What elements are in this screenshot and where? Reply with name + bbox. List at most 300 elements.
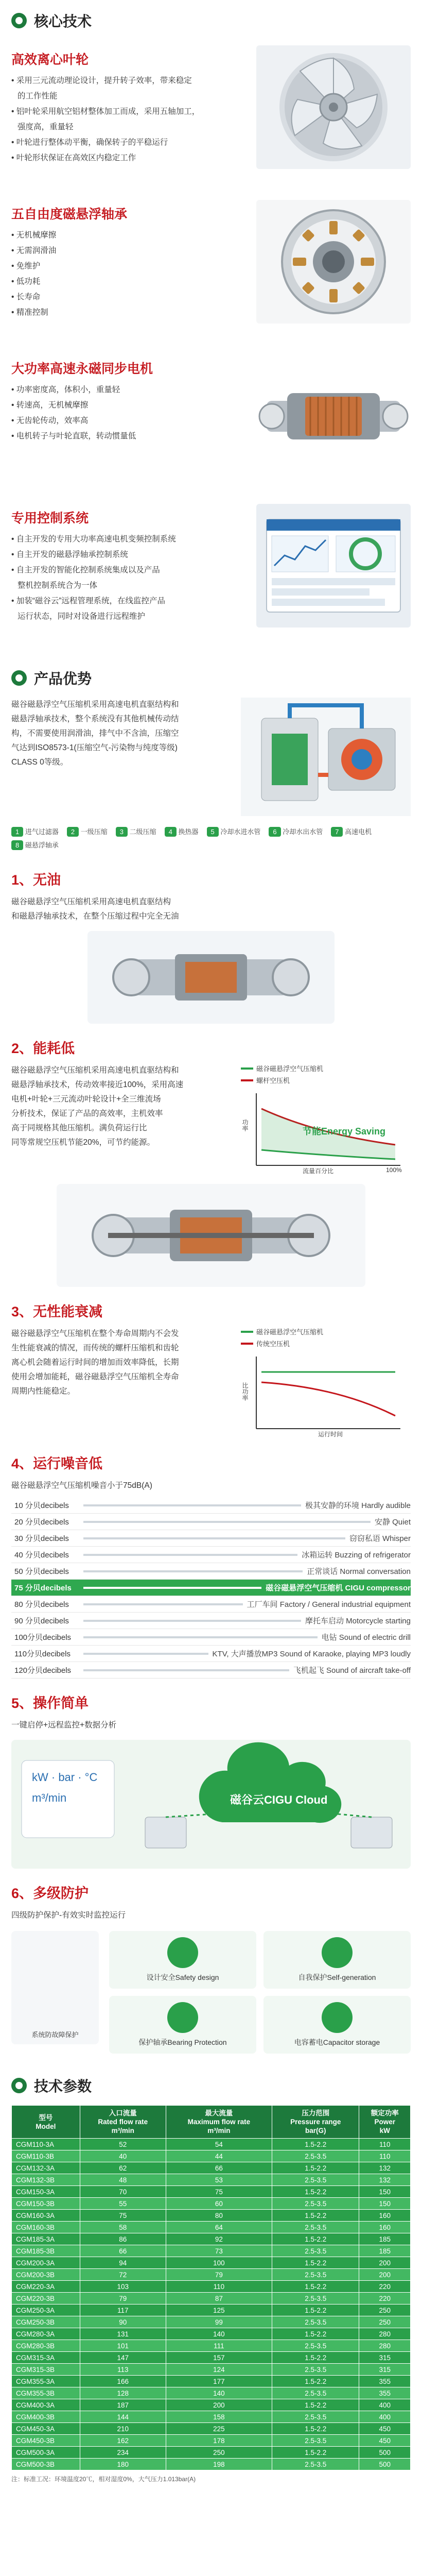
noise-level: 90 分贝decibels	[14, 1617, 69, 1625]
specs-row	[12, 2186, 411, 2198]
protection-label: 设计安全Safety design	[146, 1973, 219, 1981]
specs-cell: 450	[359, 2435, 411, 2447]
specs-cell: 450	[359, 2423, 411, 2435]
specs-cell: 280	[359, 2340, 411, 2352]
specs-cell: 147	[80, 2352, 166, 2364]
specs-cell: 54	[166, 2139, 272, 2150]
specs-row	[12, 2364, 411, 2376]
protection-side	[11, 1931, 99, 2044]
adv-text: 磁谷磁悬浮空气压缩机在整个寿命周期内不会发	[11, 1329, 179, 1338]
noise-description: 磁谷磁悬浮空气压缩机 CIGU compressor	[266, 1584, 411, 1592]
decay-chart	[241, 1327, 411, 1439]
specs-cell: 125	[166, 2304, 272, 2316]
specs-cell: CGM355-3A	[12, 2376, 80, 2387]
legend-item: 5 冷却水进水管	[207, 826, 261, 837]
adv-title-operation: 5、操作简单	[11, 1696, 89, 1711]
legend-item: 6 冷却水出水管	[269, 826, 323, 837]
specs-cell: 198	[166, 2459, 272, 2470]
specs-cell: 200	[359, 2269, 411, 2281]
oil-free-image	[87, 931, 335, 1024]
specs-cell: 140	[166, 2387, 272, 2399]
specs-row	[12, 2162, 411, 2174]
specs-row	[12, 2399, 411, 2411]
specs-header-cell: 型号 Model	[12, 2106, 80, 2139]
specs-cell: 86	[80, 2233, 166, 2245]
specs-cell: CGM280-3A	[12, 2328, 80, 2340]
tech-line: • 叶轮进行整体动平衡，确保转子的平稳运行	[11, 135, 247, 150]
specs-cell: 2.5-3.5	[272, 2269, 359, 2281]
tech-item-impeller	[0, 40, 422, 195]
noise-bar	[83, 1570, 303, 1572]
noise-row	[11, 1563, 411, 1580]
self-generation-icon	[322, 1937, 353, 1968]
specs-cell: 150	[359, 2198, 411, 2210]
tech-text	[11, 504, 247, 624]
specs-row	[12, 2411, 411, 2423]
tech-text	[11, 354, 247, 444]
noise-description: 极其安静的环境 Hardly audible	[305, 1501, 411, 1510]
specs-cell: 1.5-2.2	[272, 2304, 359, 2316]
specs-cell: CGM220-3A	[12, 2281, 80, 2293]
noise-description: KTV, 大声播放MP3 Sound of Karaoke, playing MP3 loudly	[212, 1650, 411, 1658]
specs-cell: 87	[166, 2293, 272, 2304]
advantages-intro-text	[11, 698, 231, 821]
intro-line: CLASS 0等级。	[11, 758, 68, 767]
energy-ylabel: 功率	[241, 1119, 249, 1131]
specs-cell: 90	[80, 2316, 166, 2328]
specs-cell: CGM250-3B	[12, 2316, 80, 2328]
specs-cell: 1.5-2.2	[272, 2447, 359, 2459]
specs-cell: 66	[80, 2245, 166, 2257]
specs-cell: 1.5-2.2	[272, 2139, 359, 2150]
tech-item-bearing	[0, 195, 422, 349]
legend-item: 3 二级压缩	[116, 826, 156, 837]
adv-title-noise: 4、运行噪音低	[11, 1456, 103, 1471]
intro-line: 构，不需要使用润滑油，排气中不含油，压缩空	[11, 729, 179, 738]
legend-item: 2 一级压缩	[67, 826, 108, 837]
tech-item-motor	[0, 349, 422, 499]
specs-cell: 220	[359, 2293, 411, 2304]
specs-cell: 60	[166, 2198, 272, 2210]
specs-cell: 80	[166, 2210, 272, 2222]
specs-cell: 128	[80, 2387, 166, 2399]
diagram-legend	[0, 821, 422, 858]
specs-cell: 200	[359, 2257, 411, 2269]
core-tech-header	[0, 0, 422, 40]
specs-cell: 64	[166, 2222, 272, 2233]
specs-cell: CGM200-3A	[12, 2257, 80, 2269]
specs-cell: CGM450-3B	[12, 2435, 80, 2447]
noise-level: 20 分贝decibels	[14, 1518, 69, 1527]
tech-line: • 无需润滑油	[11, 243, 247, 259]
specs-cell: 1.5-2.2	[272, 2376, 359, 2387]
specs-cell: CGM500-3B	[12, 2459, 80, 2470]
noise-level: 50 分贝decibels	[14, 1567, 69, 1576]
decay-xlabel: 运行时间	[318, 1431, 343, 1438]
specs-cell: 185	[359, 2245, 411, 2257]
specs-row	[12, 2150, 411, 2162]
specs-cell: 55	[80, 2198, 166, 2210]
adv-text: 磁悬浮轴承技术，传动效率接近100%，采用高速	[11, 1080, 184, 1089]
tech-line: • 加装“磁谷云”远程管理系统，在线监控产品	[11, 594, 247, 609]
noise-bar	[83, 1603, 243, 1605]
motor-image	[256, 354, 411, 478]
specs-cell: 101	[80, 2340, 166, 2352]
specs-row	[12, 2352, 411, 2364]
energy-saving-label: 节能Energy Saving	[303, 1126, 386, 1137]
noise-row	[11, 1613, 411, 1629]
legend-item: 1 进气过滤器	[11, 826, 59, 837]
specs-row	[12, 2245, 411, 2257]
specs-cell: 280	[359, 2328, 411, 2340]
specs-cell: CGM132-3B	[12, 2174, 80, 2186]
protection-item	[109, 1931, 256, 1989]
decay-text	[11, 1327, 231, 1439]
specs-cell: CGM400-3A	[12, 2399, 80, 2411]
specs-cell: 250	[359, 2316, 411, 2328]
adv-text: 同等常规空压机节能20%，可节约能源。	[11, 1138, 155, 1147]
adv-text: 使用会增加能耗，磁谷磁悬浮空气压缩机全寿命	[11, 1372, 179, 1381]
specs-row	[12, 2435, 411, 2447]
noise-description: 电钻 Sound of electric drill	[321, 1633, 411, 1642]
motor-icon	[256, 365, 411, 468]
noise-bar	[83, 1587, 261, 1589]
adv-text: 四级防护保护-有效实时监控运行	[11, 1911, 126, 1920]
specs-row	[12, 2281, 411, 2293]
decay-legend-2: 传统空压机	[256, 1340, 290, 1348]
tech-line: • 无机械摩擦	[11, 228, 247, 243]
specs-row	[12, 2210, 411, 2222]
specs-cell: 44	[166, 2150, 272, 2162]
specs-cell: CGM500-3A	[12, 2447, 80, 2459]
capacitor-icon	[322, 2002, 353, 2033]
advantages-title: 产品优势	[34, 671, 92, 687]
specs-cell: 150	[359, 2186, 411, 2198]
protection-side-label: 系统防故障保护	[31, 2031, 79, 2039]
legend-item: 7 高速电机	[331, 826, 372, 837]
energy-xmax: 100%	[386, 1166, 402, 1174]
specs-cell: 166	[80, 2376, 166, 2387]
specs-cell: 500	[359, 2459, 411, 2470]
specs-cell: 73	[166, 2245, 272, 2257]
noise-row	[11, 1596, 411, 1613]
impeller-icon	[274, 48, 393, 166]
specs-row	[12, 2447, 411, 2459]
specs-cell: 48	[80, 2174, 166, 2186]
specs-cell: CGM450-3A	[12, 2423, 80, 2435]
compressor-system-diagram	[241, 698, 411, 816]
noise-row	[11, 1547, 411, 1563]
intro-line: 磁悬浮轴承技术，整个系统没有其他机械传动结	[11, 715, 179, 723]
specs-row	[12, 2328, 411, 2340]
adv-text: 离心机会随着运行时间的增加而效率降低，长期	[11, 1358, 179, 1367]
specs-cell: CGM280-3B	[12, 2340, 80, 2352]
tech-line: 运行状态，同时对设备进行远程维护	[17, 612, 146, 621]
tech-line: • 自主开发的磁悬浮轴承控制系统	[11, 547, 247, 563]
specs-cell: 1.5-2.2	[272, 2399, 359, 2411]
specs-cell: 2.5-3.5	[272, 2293, 359, 2304]
specs-cell: 2.5-3.5	[272, 2387, 359, 2399]
specs-cell: 124	[166, 2364, 272, 2376]
specs-cell: 1.5-2.2	[272, 2328, 359, 2340]
monitor-icon	[261, 514, 406, 617]
adv-text: 磁谷磁悬浮空气压缩机噪音小于75dB(A)	[11, 1481, 152, 1490]
specs-cell: 315	[359, 2364, 411, 2376]
noise-level: 30 分贝decibels	[14, 1534, 69, 1543]
noise-bar	[83, 1636, 318, 1638]
specs-row	[12, 2376, 411, 2387]
specs-cell: 1.5-2.2	[272, 2233, 359, 2245]
svg-text:m³/min: m³/min	[32, 1791, 67, 1804]
tech-line: • 免维护	[11, 259, 247, 274]
legend-swatch	[241, 1067, 253, 1070]
noise-description: 正常谈话 Normal conversation	[307, 1567, 411, 1576]
specs-cell: 2.5-3.5	[272, 2316, 359, 2328]
energy-xlabel: 流量百分比	[303, 1167, 334, 1175]
specs-row	[12, 2139, 411, 2150]
legend-item: 4 换热器	[165, 826, 199, 837]
section-dot-icon	[11, 670, 27, 686]
bearing-icon	[272, 202, 395, 321]
specs-cell: CGM220-3B	[12, 2293, 80, 2304]
cloud-label: 磁谷云CIGU Cloud	[230, 1793, 328, 1806]
specs-cell: 400	[359, 2399, 411, 2411]
specs-header-cell: 最大流量 Maximum flow rate m³/min	[166, 2106, 272, 2139]
specs-cell: 200	[166, 2399, 272, 2411]
adv-text: 电机+叶轮+三元流动叶轮设计+全三维流场	[11, 1095, 161, 1104]
svg-text:kW · bar · °C: kW · bar · °C	[32, 1771, 98, 1784]
adv-text: 生性能衰减的情况，而传统的螺杆压缩机和齿轮	[11, 1344, 179, 1352]
specs-cell: CGM160-3A	[12, 2210, 80, 2222]
noise-description: 飞机起飞 Sound of aircraft take-off	[293, 1666, 411, 1675]
specs-cell: 103	[80, 2281, 166, 2293]
specs-cell: 2.5-3.5	[272, 2340, 359, 2352]
noise-bar	[83, 1620, 301, 1622]
decay-curve	[241, 1351, 411, 1439]
legend-swatch	[241, 1079, 253, 1081]
specs-cell: 2.5-3.5	[272, 2435, 359, 2447]
specs-cell: 79	[80, 2293, 166, 2304]
adv-text: 磁谷磁悬浮空气压缩机采用高速电机直驱结构	[11, 897, 171, 906]
specs-cell: 400	[359, 2411, 411, 2423]
specs-cell: 2.5-3.5	[272, 2222, 359, 2233]
intro-line: 磁谷磁悬浮空气压缩机采用高速电机直驱结构和	[11, 700, 179, 709]
protection-item	[109, 1996, 256, 2054]
specs-cell: 250	[166, 2447, 272, 2459]
specs-cell: CGM315-3A	[12, 2352, 80, 2364]
tech-line: • 自主开发的智能化控制系统集成以及产品	[11, 563, 247, 578]
specs-cell: 110	[359, 2139, 411, 2150]
specs-cell: 315	[359, 2352, 411, 2364]
specs-cell: 66	[166, 2162, 272, 2174]
specs-cell: 210	[80, 2423, 166, 2435]
specs-cell: CGM355-3B	[12, 2387, 80, 2399]
protection-label: 保护轴承Bearing Protection	[138, 2038, 227, 2046]
specs-header-cell: 压力范围 Pressure range bar(G)	[272, 2106, 359, 2139]
noise-level: 10 分贝decibels	[14, 1501, 69, 1510]
specs-cell: CGM185-3B	[12, 2245, 80, 2257]
noise-level: 120分贝decibels	[14, 1666, 72, 1675]
specs-cell: 187	[80, 2399, 166, 2411]
noise-level: 110分贝decibels	[14, 1650, 71, 1658]
specs-row	[12, 2316, 411, 2328]
tech-title: 专用控制系统	[11, 511, 89, 526]
tech-line: • 电机转子与叶轮直联，转动惯量低	[11, 429, 247, 444]
specs-cell: 234	[80, 2447, 166, 2459]
tech-line: • 精准控制	[11, 305, 247, 320]
specs-row	[12, 2233, 411, 2245]
noise-row	[11, 1580, 411, 1596]
tech-title: 大功率高速永磁同步电机	[11, 362, 153, 376]
specs-cell: 160	[359, 2222, 411, 2233]
specs-cell: 180	[80, 2459, 166, 2470]
specs-cell: 132	[359, 2162, 411, 2174]
specs-cell: CGM200-3B	[12, 2269, 80, 2281]
system-diagram	[241, 698, 411, 821]
core-tech-title: 核心技术	[34, 13, 92, 29]
adv-title-oil-free: 1、无油	[11, 872, 61, 888]
protection-items	[109, 1931, 411, 2054]
specs-cell: 100	[166, 2257, 272, 2269]
specs-cell: CGM315-3B	[12, 2364, 80, 2376]
specs-cell: 2.5-3.5	[272, 2364, 359, 2376]
specs-row	[12, 2387, 411, 2399]
noise-row	[11, 1514, 411, 1530]
specs-table-head	[12, 2106, 411, 2139]
specs-cell: CGM132-3A	[12, 2162, 80, 2174]
tech-line: • 铝叶轮采用航空铝材整体加工而成，采用五轴加工，	[11, 104, 247, 120]
specs-row	[12, 2198, 411, 2210]
specs-cell: CGM160-3B	[12, 2222, 80, 2233]
tech-line: • 功率密度高，体积小，重量轻	[11, 382, 247, 398]
noise-description: 窃窃私语 Whisper	[349, 1534, 411, 1543]
protection-item	[263, 1996, 411, 2054]
specs-cell: CGM110-3B	[12, 2150, 80, 2162]
decay-block	[0, 1327, 422, 1439]
specs-table	[11, 2105, 411, 2470]
specs-cell: 140	[166, 2328, 272, 2340]
noise-level: 40 分贝decibels	[14, 1551, 69, 1560]
tech-line: 整机控制系统合为一体	[17, 581, 98, 590]
noise-bar	[83, 1521, 371, 1523]
specs-cell: 1.5-2.2	[272, 2423, 359, 2435]
specs-cell: 2.5-3.5	[272, 2174, 359, 2186]
specs-table-body	[12, 2139, 411, 2470]
noise-level: 100分贝decibels	[14, 1633, 72, 1642]
tech-line: • 无齿轮传动，效率高	[11, 413, 247, 429]
adv-title-protection: 6、多级防护	[11, 1886, 89, 1901]
protection-label: 自我保护Self-generation	[298, 1973, 376, 1981]
noise-row	[11, 1646, 411, 1662]
specs-cell: 157	[166, 2352, 272, 2364]
tech-text	[11, 45, 247, 166]
specs-cell: 75	[80, 2210, 166, 2222]
specs-row	[12, 2293, 411, 2304]
noise-description: 工厂车间 Factory / General industrial equipment	[247, 1600, 411, 1609]
noise-bar	[83, 1537, 345, 1539]
noise-bar	[83, 1554, 297, 1556]
specs-header-cell: 额定功率 Power kW	[359, 2106, 411, 2139]
specs-cell: 110	[166, 2281, 272, 2293]
energy-block	[0, 1063, 422, 1176]
protection-grid	[0, 1923, 422, 2059]
noise-level: 80 分贝decibels	[14, 1600, 69, 1609]
noise-description: 安静 Quiet	[374, 1518, 411, 1527]
adv-text: 高于同规格其他压缩机。满负荷运行比	[11, 1124, 147, 1132]
specs-cell: 94	[80, 2257, 166, 2269]
specs-cell: CGM400-3B	[12, 2411, 80, 2423]
energy-text	[11, 1063, 231, 1176]
specs-cell: 72	[80, 2269, 166, 2281]
noise-row	[11, 1530, 411, 1547]
specs-cell: 111	[166, 2340, 272, 2352]
specs-cell: 62	[80, 2162, 166, 2174]
specs-cell: CGM185-3A	[12, 2233, 80, 2245]
specs-row	[12, 2423, 411, 2435]
specs-cell: 1.5-2.2	[272, 2352, 359, 2364]
specs-cell: 132	[359, 2174, 411, 2186]
specs-row	[12, 2269, 411, 2281]
specs-note: 注：标准工况：环境温度20℃，相对湿度0%，大气压力1.013bar(A)	[11, 2476, 196, 2483]
specs-cell: 53	[166, 2174, 272, 2186]
bearing-protection-icon	[167, 2002, 198, 2033]
specs-cell: 92	[166, 2233, 272, 2245]
protection-item	[263, 1931, 411, 1989]
specs-cell: 1.5-2.2	[272, 2186, 359, 2198]
adv-title-no-decay: 3、无性能衰减	[11, 1304, 103, 1319]
adv-text: 分析技术，保证了产品的高效率，主机效率	[11, 1109, 163, 1118]
section-dot-icon	[11, 2078, 27, 2093]
specs-cell: 178	[166, 2435, 272, 2447]
specs-cell: 2.5-3.5	[272, 2459, 359, 2470]
control-screen-image	[256, 504, 411, 628]
noise-description: 冰箱运转 Buzzing of refrigerator	[302, 1551, 411, 1560]
specs-cell: 1.5-2.2	[272, 2210, 359, 2222]
adv-text: 和磁悬浮轴承技术，在整个压缩过程中完全无油	[11, 912, 179, 921]
energy-legend-2: 螺杆空压机	[256, 1077, 290, 1084]
specs-cell: 99	[166, 2316, 272, 2328]
specs-cell: 1.5-2.2	[272, 2281, 359, 2293]
noise-level: 75 分贝decibels	[14, 1584, 72, 1592]
specs-cell: 500	[359, 2447, 411, 2459]
tech-title: 高效离心叶轮	[11, 53, 89, 67]
specs-cell: CGM150-3A	[12, 2186, 80, 2198]
advantages-intro-block	[0, 698, 422, 821]
tech-line: • 自主开发的专用大功率高速电机变频控制系统	[11, 532, 247, 547]
tech-line: 强度高，重量轻	[17, 123, 74, 131]
specs-cell: 185	[359, 2233, 411, 2245]
motor-cutaway-image	[57, 1184, 365, 1287]
specs-header-cell: 入口流量 Rated flow rate m³/min	[80, 2106, 166, 2139]
adv-text: 周期内性能稳定。	[11, 1387, 76, 1396]
noise-row	[11, 1497, 411, 1514]
specs-cell: 2.5-3.5	[272, 2245, 359, 2257]
safety-icon	[167, 1937, 198, 1968]
impeller-image	[256, 45, 411, 169]
specs-cell: 160	[359, 2210, 411, 2222]
protection-label: 电容蓄电Capacitor storage	[294, 2038, 380, 2046]
specs-cell: 355	[359, 2387, 411, 2399]
specs-row	[12, 2257, 411, 2269]
tech-line: 的工作性能	[17, 92, 58, 100]
tech-line: • 叶轮形状保证在高效区内稳定工作	[11, 150, 247, 166]
noise-bar	[83, 1653, 208, 1655]
motor-cutaway-icon	[77, 1192, 345, 1279]
specs-cell: 225	[166, 2423, 272, 2435]
oil-free-compressor-icon	[103, 939, 319, 1016]
energy-chart	[241, 1063, 411, 1176]
decay-ylabel: 比功率	[241, 1382, 249, 1401]
